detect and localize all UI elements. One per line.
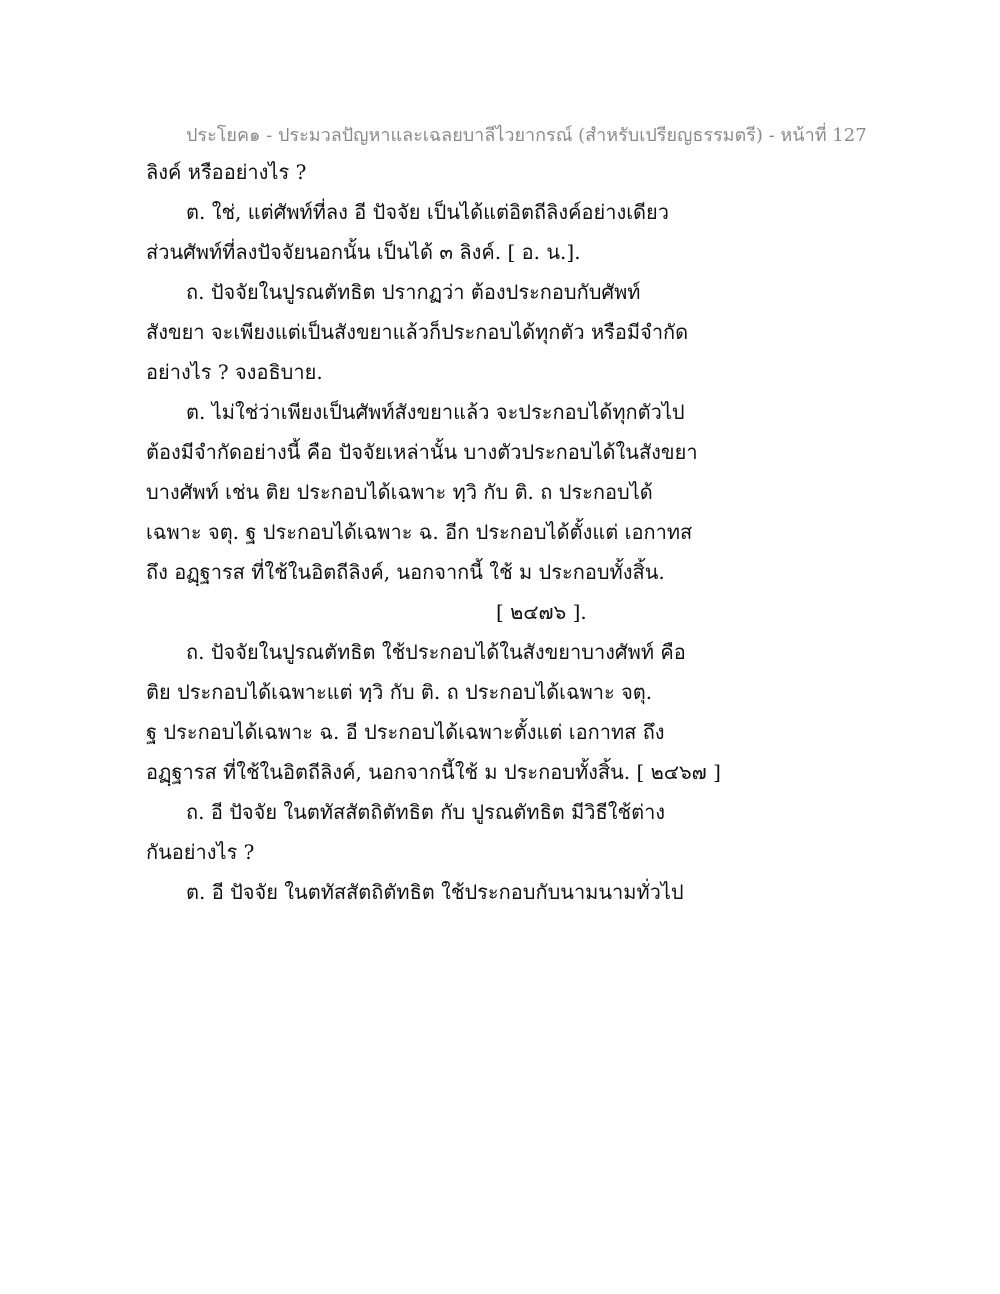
text-line-2: ต. ใช่, แต่ศัพท์ที่ลง อี ปัจจัย เป็นได้แต่อิตถีลิงค์อย่างเดียว: [186, 200, 669, 224]
text-line-18: ต. อี ปัจจัย ในตทัสสัตถิตัทธิต ใช้ประกอบกับนามนามทั่วไป: [186, 880, 684, 904]
text-line-12: ถ. ปัจจัยในปูรณตัทธิต ใช้ประกอบได้ในสังขยาบางศัพท์ คือ: [186, 640, 686, 664]
text-line-4: ถ. ปัจจัยในปูรณตัทธิต ปรากฏว่า ต้องประกอบกับศัพท์: [186, 280, 641, 304]
text-line-7: ต. ไม่ใช่ว่าเพียงเป็นศัพท์สังขยาแล้ว จะประกอบได้ทุกตัวไป: [186, 400, 685, 424]
text-line-3: ส่วนศัพท์ที่ลงปัจจัยนอกนั้น เป็นได้ ๓ ลิงค์. [ อ. น.].: [146, 240, 581, 264]
text-line-10: เฉพาะ จตุ. ฐ ประกอบได้เฉพาะ ฉ. อีก ประกอบได้ตั้งแต่ เอกาทส: [146, 520, 693, 544]
page-header: ประโยค๑ - ประมวลปัญหาและเฉลยบาลีไวยากรณ์ (สำหรับเปรียญธรรมตรี) - หน้าที่ 127: [186, 125, 867, 146]
text-line-6: อย่างไร ? จงอธิบาย.: [146, 360, 323, 384]
text-line-15: อฏฺฐารส ที่ใช้ในอิตถีลิงค์, นอกจากนี้ใช้ ม ประกอบทั้งสิ้น. [ ๒๔๖๗ ]: [146, 760, 721, 784]
text-line-5: สังขยา จะเพียงแต่เป็นสังขยาแล้วก็ประกอบได้ทุกตัว หรือมีจำกัด: [146, 320, 689, 344]
text-line-8: ต้องมีจำกัดอย่างนี้ คือ ปัจจัยเหล่านั้น บางตัวประกอบได้ในสังขยา: [146, 440, 698, 464]
text-line-14: ฐ ประกอบได้เฉพาะ ฉ. อี ประกอบได้เฉพาะตั้งแต่ เอกาทส ถึง: [146, 720, 665, 744]
text-line-13: ติย ประกอบได้เฉพาะแต่ ทฺวิ กับ ติ. ถ ประกอบได้เฉพาะ จตุ.: [146, 680, 653, 704]
text-line-9: บางศัพท์ เช่น ติย ประกอบได้เฉพาะ ทฺวิ กับ ติ. ถ ประกอบได้: [146, 480, 653, 504]
text-line-11: ถึง อฏฺฐารส ที่ใช้ในอิตถีลิงค์, นอกจากนี้ ใช้ ม ประกอบทั้งสิ้น.: [146, 560, 665, 584]
text-line-1: ลิงค์ หรืออย่างไร ?: [146, 160, 307, 184]
text-line-17: กันอย่างไร ?: [146, 840, 255, 864]
year-reference: [ ๒๔๗๖ ].: [496, 600, 587, 624]
text-line-16: ถ. อี ปัจจัย ในตทัสสัตถิตัทธิต กับ ปูรณตัทธิต มีวิธีใช้ต่าง: [186, 800, 666, 824]
